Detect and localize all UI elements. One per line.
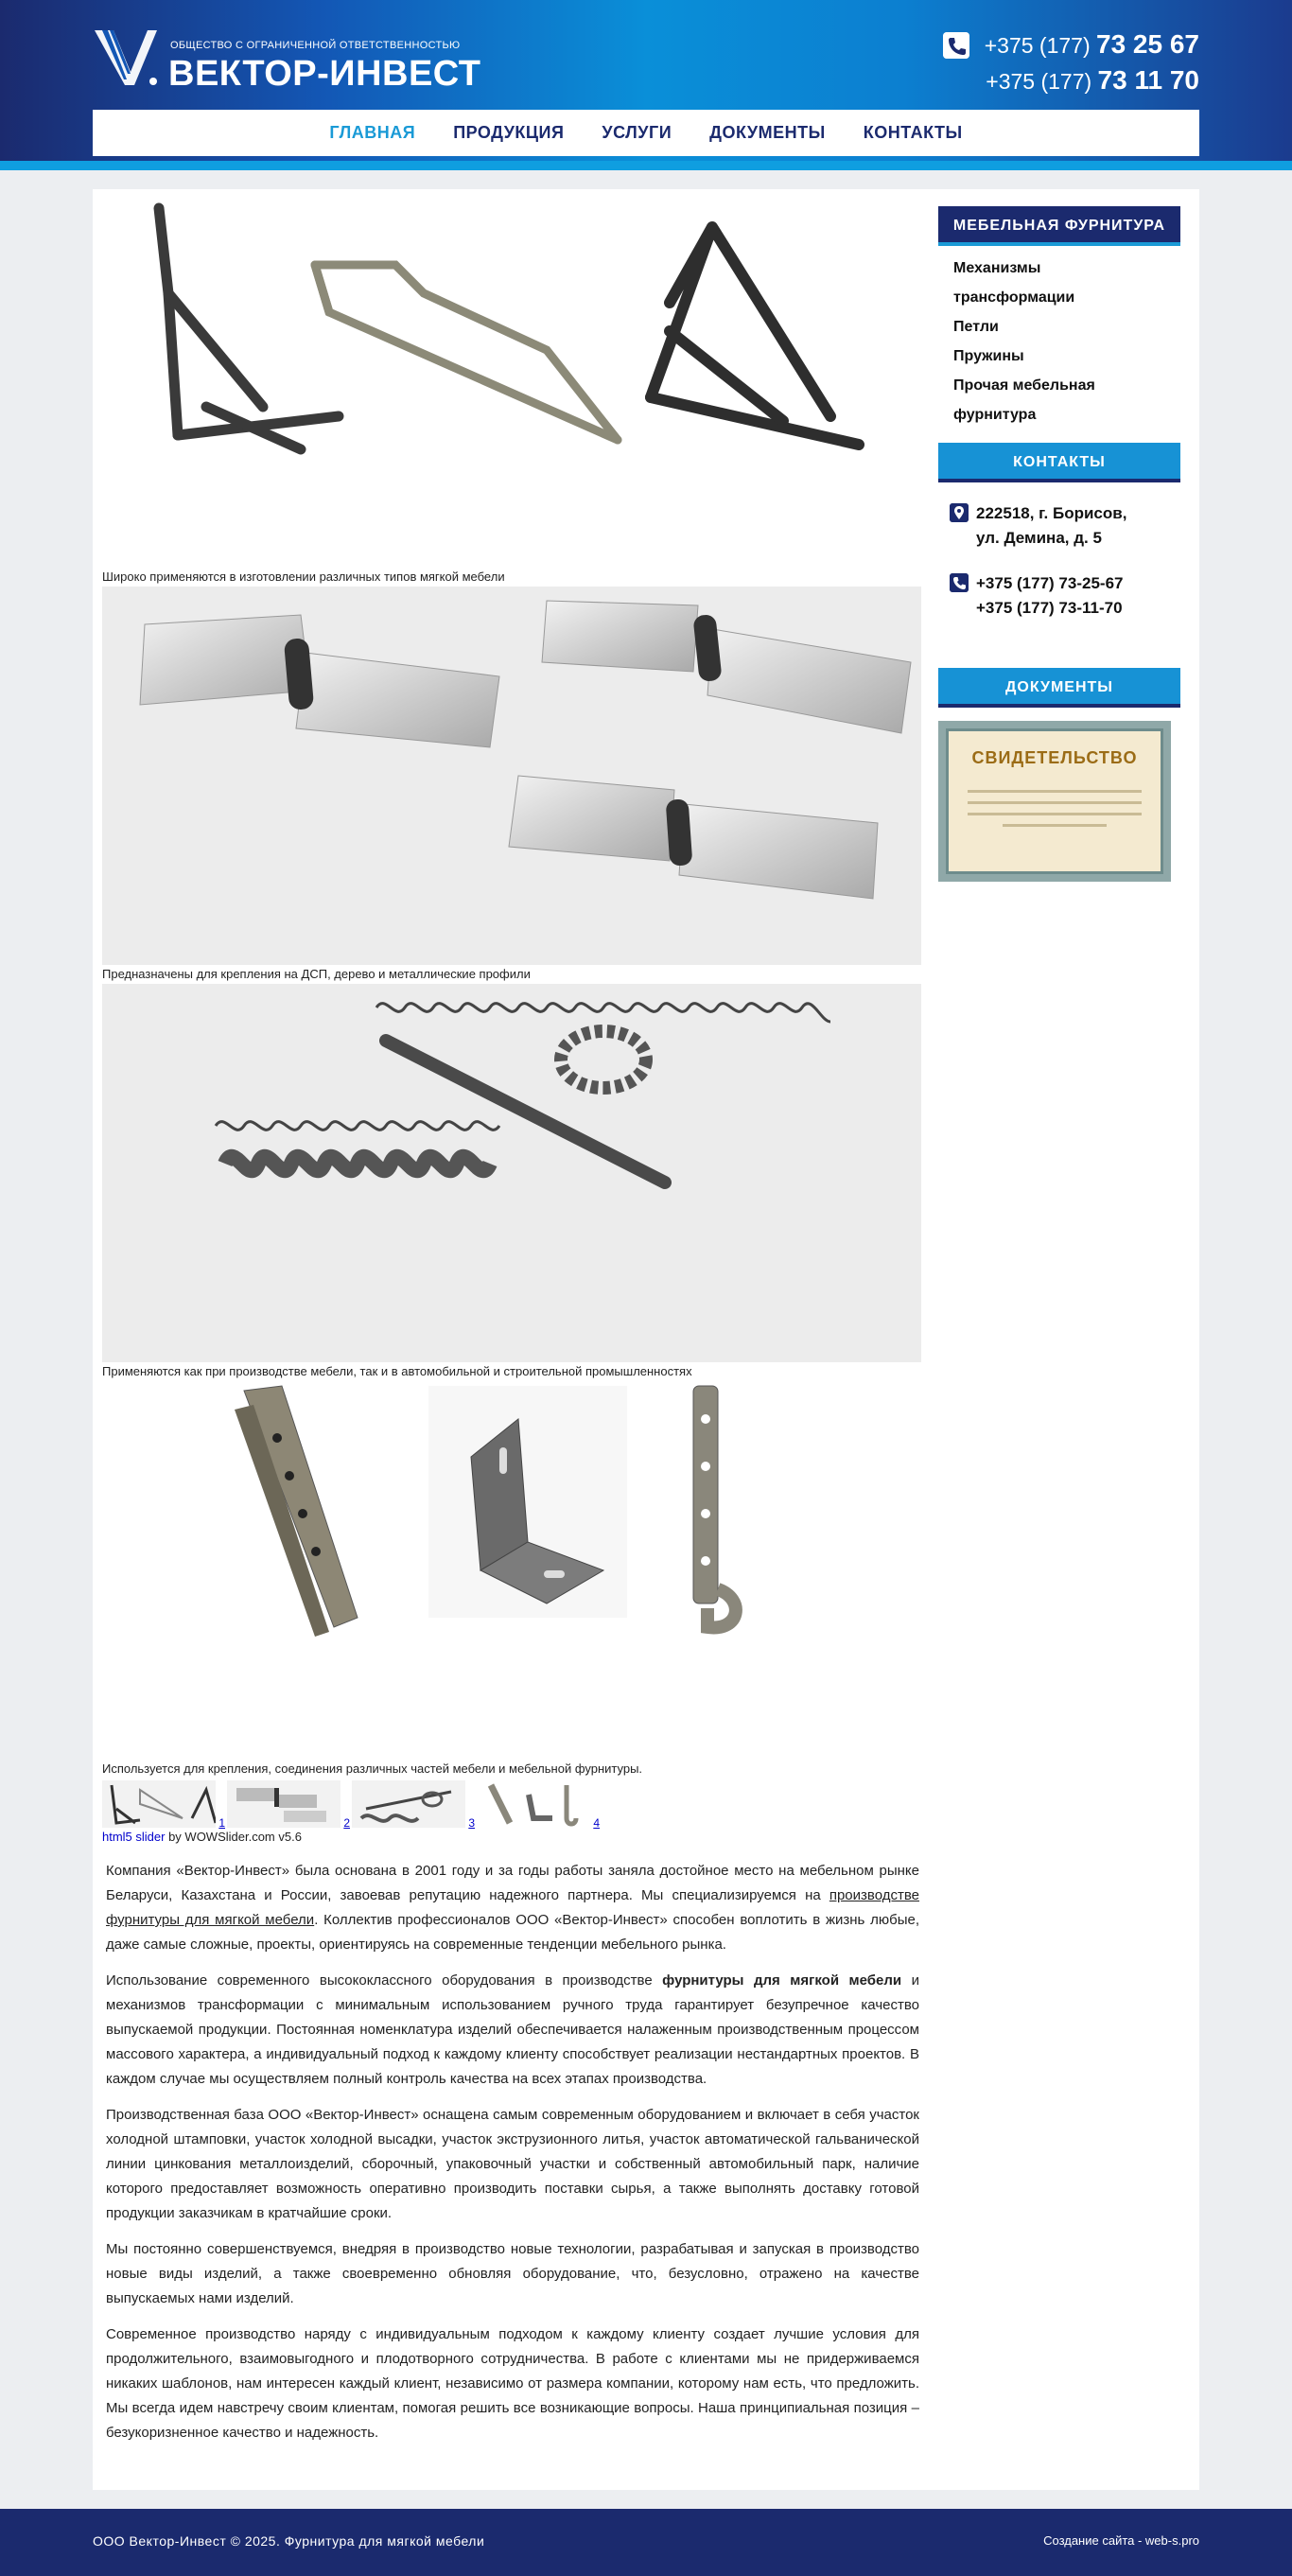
main-container: [93, 189, 1199, 2490]
sidebar-furniture-list: [938, 246, 1180, 443]
nav-item-products[interactable]: ПРОДУКЦИЯ: [453, 123, 565, 142]
slider-thumbnails: [102, 1780, 923, 1828]
slide-image-springs[interactable]: [102, 984, 921, 1362]
logo-name: ВЕКТОР-ИНВЕСТ: [168, 54, 481, 94]
address: [938, 501, 1180, 551]
slide-caption: Предназначены для крепления на ДСП, дерево и металлические профили: [102, 967, 531, 981]
slide-caption: Широко применяются в изготовлении различных типов мягкой мебели: [102, 570, 505, 584]
site-footer: [0, 2509, 1292, 2576]
certificate-title: СВИДЕТЕЛЬСТВО: [971, 748, 1138, 767]
footer-copyright: ООО Вектор-Инвест © 2025. Фурнитура для мягкой мебели: [93, 2533, 485, 2549]
about-text: [102, 1859, 919, 2445]
phone-icon: [943, 32, 969, 59]
paragraph-4: Мы постоянно совершенствуемся, внедряя в производство новые технологии, разрабатывая и запуская в производство новые виды изделий, а также своевременно обновляя оборудование, что, безусловно, отражено на качестве выпускаемых нами изделий.: [106, 2241, 919, 2306]
site-logo[interactable]: [93, 26, 480, 93]
nav-item-home[interactable]: ГЛАВНАЯ: [310, 110, 434, 156]
fittings-image: [102, 1381, 921, 1760]
nav-item-documents[interactable]: ДОКУМЕНТЫ: [709, 123, 826, 142]
paragraph-3: Производственная база ООО «Вектор-Инвест» оснащена самым современным оборудованием и включает в себя участок холодной штамповки, участок холодной высадки, участок экструзионного литья, участок автоматической гальванической линии цинкования металлоизделий, сборочный, упаковочный участки и собственный автомобильный парк, наличие которого предоставляет возможность оперативно производить поставки сырья, а также выполнять доставку готовой продукции заказчикам в кратчайшие сроки.: [106, 2107, 919, 2221]
bold-text: фурнитуры для мягкой мебели: [662, 1972, 902, 1989]
thumb-label[interactable]: 4: [593, 1816, 600, 1830]
certificate-lines: [968, 790, 1142, 835]
text-span: и механизмов трансформации с минимальным использованием ручного труда гарантирует безупречное качество выпускаемой продукции. Постоянная номенклатура изделий обеспечивается налаженным производственным процессом массового характера, а индивидуальный подход к каждому клиенту способствует реализации нестандартных проектов. В каждом случае мы осуществляем полный контроль качества на всех этапах производства.: [106, 1972, 920, 2087]
sidebar-documents-title: ДОКУМЕНТЫ: [938, 668, 1180, 708]
thumb-label[interactable]: 2: [343, 1816, 350, 1830]
contact-phones: [938, 571, 1180, 621]
slider-credit-link[interactable]: html5 slider: [102, 1830, 166, 1844]
phone-prefix: +375 (177): [984, 33, 1091, 58]
paragraph-2: [106, 1969, 919, 2092]
slider-credit-text: by WOWSlider.com v5.6: [165, 1830, 302, 1844]
certificate-thumbnail[interactable]: [938, 721, 1171, 882]
paragraph-5: Современное производство наряду с индивидуальным подходом к каждому клиенту создает лучшие условия для продолжительного, взаимовыгодного и плодотворного сотрудничества. В работе с клиентами мы не придерживаемся никаких шаблонов, нам интересен каждый клиент, независимо от размера компании, которому нам есть, что предложить. Мы всегда идем навстречу своим клиентам, помогая решить все возникающие вопросы. Наша принципиальная позиция – безукоризненное качество и надежность.: [106, 2326, 919, 2441]
mechanism-image: [102, 189, 921, 568]
phone-prefix: +375 (177): [986, 69, 1092, 94]
slide-caption: Используется для крепления, соединения различных частей мебели и мебельной фурнитуры.: [102, 1761, 643, 1776]
sidebar-item-springs[interactable]: Пружины: [953, 348, 1024, 364]
nav-item-services[interactable]: УСЛУГИ: [602, 123, 672, 142]
slider-thumb-2[interactable]: [227, 1780, 350, 1830]
thumb-label[interactable]: 3: [468, 1816, 475, 1830]
spring-image: [102, 984, 921, 1362]
thumb-label[interactable]: 1: [218, 1816, 225, 1830]
map-pin-icon: [950, 503, 969, 522]
production-link[interactable]: производстве фурнитуры для мягкой мебели: [106, 1887, 919, 1928]
sidebar-item-hinges[interactable]: Петли: [953, 319, 999, 335]
logo-mark-icon: [93, 26, 159, 89]
certificate-image: [946, 728, 1163, 874]
sidebar: [938, 206, 1180, 882]
main-nav: [93, 110, 1199, 156]
slider-thumb-1[interactable]: [102, 1780, 225, 1830]
sidebar-furniture-title: МЕБЕЛЬНАЯ ФУРНИТУРА: [938, 206, 1180, 246]
sidebar-contacts: [938, 482, 1180, 630]
sidebar-phone-2[interactable]: +375 (177) 73-11-70: [976, 599, 1123, 617]
sidebar-item-mechanisms[interactable]: Механизмы трансформации: [953, 260, 1075, 306]
text-span: . Коллектив профессионалов ООО «Вектор-Инвест» способен воплотить в жизнь любые, даже самые сложные, проекты, ориентируясь на современные тенденции мебельного рынка.: [106, 1912, 919, 1953]
sidebar-contacts-title: КОНТАКТЫ: [938, 443, 1180, 482]
header-phone-1[interactable]: [985, 26, 1199, 62]
phone-icon: [950, 573, 969, 592]
main-content: [102, 189, 923, 2457]
sidebar-item-other-2[interactable]: фурнитура: [953, 407, 1037, 423]
sidebar-phone-1[interactable]: +375 (177) 73-25-67: [976, 574, 1124, 592]
phone-number: 73 11 70: [1097, 65, 1199, 95]
address-line-2: ул. Демина, д. 5: [976, 529, 1102, 547]
text-span: Компания «Вектор-Инвест» была основана в 2001 году и за годы работы заняла достойное место на мебельном рынке Беларуси, Казахстана и России, завоевав репутацию надежного партнера. Мы специализируемся на: [106, 1863, 919, 1903]
address-line-1: 222518, г. Борисов,: [976, 504, 1127, 522]
slider-thumb-3[interactable]: [352, 1780, 475, 1830]
header-phones: [985, 26, 1199, 98]
slide-image-fittings[interactable]: [102, 1381, 921, 1760]
nav-item-contacts[interactable]: КОНТАКТЫ: [863, 123, 963, 142]
phone-number: 73 25 67: [1096, 29, 1199, 59]
slide-caption: Применяются как при производстве мебели, так и в автомобильной и строительной промышленностях: [102, 1364, 692, 1378]
slider-credit: [102, 1830, 923, 1844]
hinge-image: [102, 587, 921, 965]
footer-made-by-link[interactable]: Создание сайта - web-s.pro: [1043, 2533, 1199, 2548]
sidebar-item-other[interactable]: Прочая мебельная: [953, 377, 1095, 394]
phone-block: [985, 26, 1199, 98]
header-phone-2[interactable]: [985, 62, 1199, 98]
slide-image-mechanisms[interactable]: [102, 189, 921, 568]
paragraph-1: [106, 1859, 919, 1957]
slider-thumb-4[interactable]: [477, 1780, 600, 1830]
site-header: [0, 0, 1292, 170]
logo-subtitle: ОБЩЕСТВО С ОГРАНИЧЕННОЙ ОТВЕТСТВЕННОСТЬЮ: [170, 40, 461, 51]
header-strip: [0, 161, 1292, 170]
text-span: Использование современного высококлассного оборудования в производстве: [106, 1972, 663, 1989]
slide-image-hinges[interactable]: [102, 587, 921, 965]
